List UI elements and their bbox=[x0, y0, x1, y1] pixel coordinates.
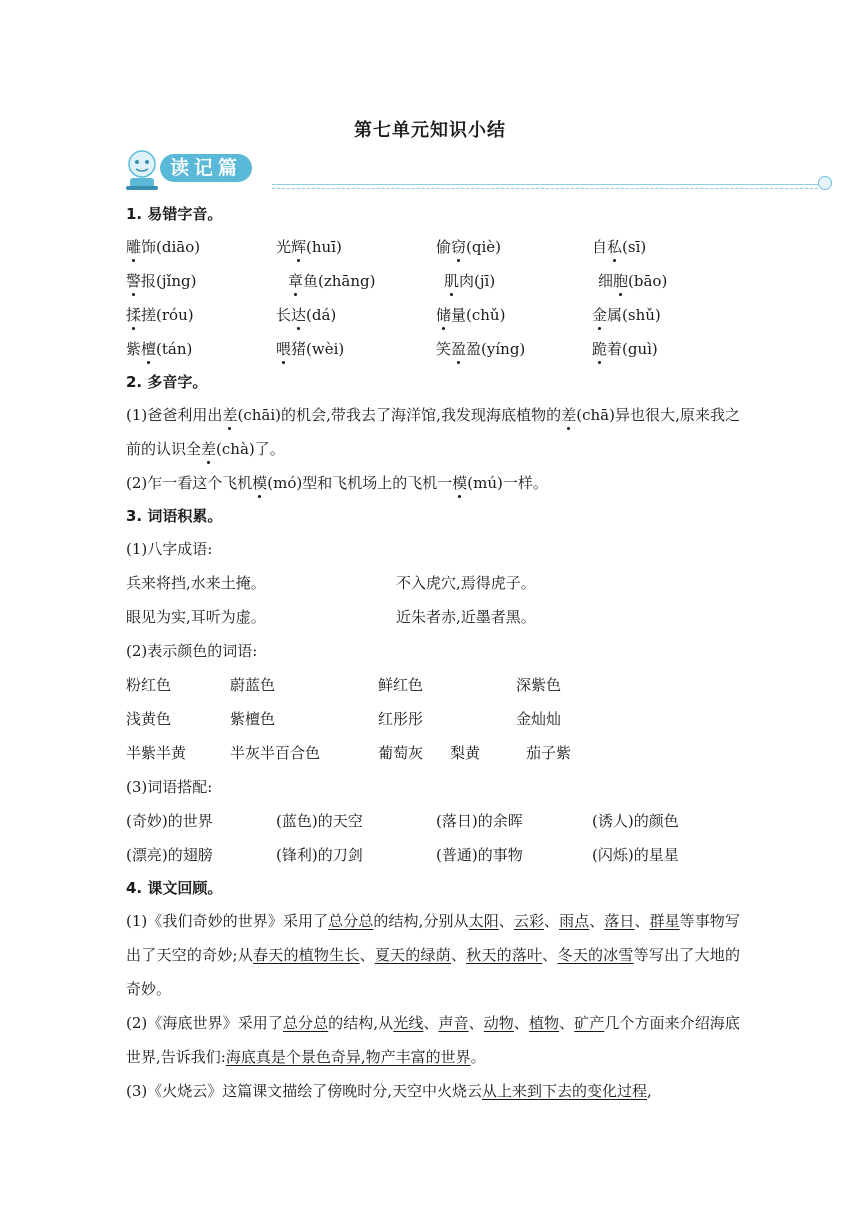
word-part: 饰(diāo) bbox=[141, 238, 201, 256]
underlined-answer: 声音 bbox=[438, 1014, 469, 1032]
dotted-char: 跪 bbox=[592, 332, 607, 366]
pronunciation-item bbox=[126, 298, 276, 332]
review-paragraph bbox=[126, 1006, 740, 1074]
pronunciation-item bbox=[592, 332, 740, 366]
text-segment: 、 bbox=[423, 1014, 439, 1032]
color-word: 紫檀色 bbox=[230, 710, 276, 728]
color-word: 半紫半黄 bbox=[126, 744, 187, 762]
pronunciation-item bbox=[288, 264, 444, 298]
page-title: 第七单元知识小结 bbox=[354, 120, 506, 141]
word-part: 盈(yíng) bbox=[466, 340, 526, 358]
dotted-char: 模 bbox=[252, 466, 267, 500]
text-segment: (chāi)的机会,带我去了海洋馆,我发现海底植物的 bbox=[237, 406, 562, 424]
idiom-row bbox=[126, 600, 740, 634]
underlined-answer: 冬天的冰雪 bbox=[557, 946, 634, 964]
word-match: (普通)的事物 bbox=[436, 846, 523, 864]
underlined-answer: 秋天的落叶 bbox=[466, 946, 543, 964]
subheading: (3)词语搭配: bbox=[126, 778, 213, 796]
word-part: (dá) bbox=[306, 306, 337, 324]
dotted-char: 储 bbox=[436, 298, 451, 332]
color-word: 深紫色 bbox=[516, 676, 562, 694]
pronunciation-list bbox=[126, 230, 740, 366]
word-match: (奇妙)的世界 bbox=[126, 812, 213, 830]
pronunciation-item bbox=[444, 264, 598, 298]
text-segment: 、 bbox=[559, 1014, 575, 1032]
color-word: 梨黄 bbox=[450, 744, 481, 762]
text-segment: 的结构,分别从 bbox=[373, 912, 469, 930]
word-match: (诱人)的颜色 bbox=[592, 812, 679, 830]
section-heading: 2. 多音字。 bbox=[126, 373, 208, 391]
pronunciation-item bbox=[436, 298, 592, 332]
underlined-answer: 光线 bbox=[393, 1014, 424, 1032]
word-match: (漂亮)的翅膀 bbox=[126, 846, 213, 864]
word-part: (qiè) bbox=[466, 238, 502, 256]
text-segment: 、 bbox=[450, 946, 467, 964]
dotted-char: 雕 bbox=[126, 230, 141, 264]
underlined-answer: 从上来到下去的变化过程 bbox=[482, 1082, 648, 1100]
text-segment: (chā)异也很大,原来我之前的认识全 bbox=[126, 406, 741, 458]
underlined-answer: 云彩 bbox=[513, 912, 545, 930]
underlined-answer: 太阳 bbox=[468, 912, 499, 930]
text-segment: 、 bbox=[589, 912, 605, 930]
pronunciation-row bbox=[126, 264, 740, 298]
idiom: 不入虎穴,焉得虎子。 bbox=[396, 574, 536, 592]
color-word: 葡萄灰 bbox=[378, 744, 424, 762]
color-word-row bbox=[126, 668, 740, 702]
banner-label: 读记篇 bbox=[160, 154, 252, 182]
content bbox=[126, 198, 740, 1108]
text-segment: 、 bbox=[359, 946, 375, 964]
review-paragraph bbox=[126, 904, 740, 1006]
dotted-char: 喂 bbox=[276, 332, 291, 366]
word-part: 光 bbox=[276, 238, 292, 256]
color-word: 红彤彤 bbox=[378, 710, 424, 728]
text-segment: 、 bbox=[544, 912, 560, 930]
word-part: 报(jǐng) bbox=[141, 272, 197, 290]
banner-end-dot bbox=[818, 176, 832, 190]
polyphone-paragraph bbox=[126, 466, 740, 500]
text-segment: (2)乍一看这个飞机 bbox=[126, 474, 253, 492]
dotted-char: 盈 bbox=[451, 332, 466, 366]
dotted-char: 檀 bbox=[141, 332, 156, 366]
banner-rule bbox=[272, 184, 818, 185]
idiom-list bbox=[126, 566, 740, 634]
color-word: 半灰半百合色 bbox=[230, 744, 321, 762]
dotted-char: 章 bbox=[288, 264, 303, 298]
color-word: 金灿灿 bbox=[516, 710, 562, 728]
word-part: (huī) bbox=[306, 238, 342, 256]
text-segment: (1)爸爸利用出 bbox=[126, 406, 223, 424]
word-part: 鱼(zhāng) bbox=[303, 272, 376, 290]
underlined-answer: 总分总 bbox=[328, 912, 374, 930]
word-match-row bbox=[126, 804, 740, 838]
section-heading: 4. 课文回顾。 bbox=[126, 879, 223, 897]
underlined-answer: 群星 bbox=[649, 912, 680, 930]
review-paragraph bbox=[126, 1074, 740, 1108]
text-segment: 几个方面来介绍海底世界,告诉我们: bbox=[126, 1014, 740, 1066]
dotted-char: 揉 bbox=[126, 298, 141, 332]
dotted-char: 窃 bbox=[451, 230, 466, 264]
section-heading: 1. 易错字音。 bbox=[126, 205, 223, 223]
pronunciation-row bbox=[126, 298, 740, 332]
dotted-char: 警 bbox=[126, 264, 141, 298]
color-word: 茄子紫 bbox=[526, 744, 572, 762]
word-part: 细 bbox=[598, 272, 614, 290]
word-part: 搓(róu) bbox=[141, 306, 194, 324]
word-match-list bbox=[126, 804, 740, 872]
word-match: (落日)的余晖 bbox=[436, 812, 523, 830]
word-part: 长 bbox=[276, 306, 292, 324]
color-word-list bbox=[126, 668, 740, 770]
pronunciation-item bbox=[276, 298, 436, 332]
color-word: 粉红色 bbox=[126, 676, 172, 694]
text-segment: 的结构,从 bbox=[328, 1014, 394, 1032]
dotted-char: 差 bbox=[222, 398, 237, 432]
dotted-char: 金 bbox=[592, 298, 607, 332]
text-segment: 。 bbox=[470, 1048, 486, 1066]
pronunciation-item bbox=[592, 230, 740, 264]
pronunciation-item bbox=[598, 264, 740, 298]
word-part: (tán) bbox=[156, 340, 193, 358]
word-match-row bbox=[126, 838, 740, 872]
idiom: 兵来将挡,水来土掩。 bbox=[126, 574, 266, 592]
pronunciation-row bbox=[126, 230, 740, 264]
text-segment: 、 bbox=[513, 1014, 529, 1032]
word-part: 猪(wèi) bbox=[291, 340, 345, 358]
underlined-answer: 植物 bbox=[528, 1014, 560, 1032]
dotted-char: 达 bbox=[291, 298, 306, 332]
idiom: 近朱者赤,近墨者黑。 bbox=[396, 608, 536, 626]
word-part: 偷 bbox=[436, 238, 452, 256]
pronunciation-item bbox=[126, 332, 276, 366]
word-part: 着(guì) bbox=[607, 340, 658, 358]
word-part: 笑 bbox=[436, 340, 452, 358]
dotted-char: 辉 bbox=[291, 230, 306, 264]
underlined-answer: 夏天的绿荫 bbox=[374, 946, 451, 964]
text-segment: (chà)了。 bbox=[216, 440, 285, 458]
color-word-row bbox=[126, 736, 740, 770]
word-part: 量(chǔ) bbox=[451, 306, 506, 324]
text-segment: (1)《我们奇妙的世界》采用了 bbox=[126, 912, 329, 930]
underlined-answer: 总分总 bbox=[282, 1014, 329, 1032]
color-word: 鲜红色 bbox=[378, 676, 424, 694]
word-part: (sī) bbox=[622, 238, 647, 256]
text-segment: , bbox=[647, 1082, 652, 1100]
dotted-char: 差 bbox=[201, 432, 216, 466]
word-match: (闪烁)的星星 bbox=[592, 846, 679, 864]
pronunciation-item bbox=[126, 264, 288, 298]
pronunciation-item bbox=[126, 230, 276, 264]
word-part: 属(shǔ) bbox=[607, 306, 661, 324]
dotted-char: 肌 bbox=[444, 264, 459, 298]
mascot-icon bbox=[122, 148, 162, 192]
word-part: 紫 bbox=[126, 340, 142, 358]
underlined-answer: 矿产 bbox=[574, 1014, 605, 1032]
word-part: 自 bbox=[592, 238, 608, 256]
pronunciation-item bbox=[592, 298, 740, 332]
banner-rule-dashed bbox=[272, 188, 818, 189]
underlined-answer: 海底真是个景色奇异,物产丰富的世界 bbox=[225, 1048, 471, 1066]
text-segment: (mó)型和飞机场上的飞机一 bbox=[267, 474, 453, 492]
underlined-answer: 落日 bbox=[604, 912, 635, 930]
idiom: 眼见为实,耳听为虚。 bbox=[126, 608, 266, 626]
pronunciation-item bbox=[276, 230, 436, 264]
dotted-char: 模 bbox=[452, 466, 467, 500]
text-segment: 等写出了大地的奇妙。 bbox=[126, 946, 740, 998]
subheading: (1)八字成语: bbox=[126, 540, 213, 558]
text-segment: 、 bbox=[542, 946, 558, 964]
pronunciation-row bbox=[126, 332, 740, 366]
text-segment: (3)《火烧云》这篇课文描绘了傍晚时分,天空中火烧云 bbox=[126, 1082, 483, 1100]
text-segment: 等事物写出了天空的奇妙;从 bbox=[126, 912, 740, 964]
subheading: (2)表示颜色的词语: bbox=[126, 642, 258, 660]
text-segment: 、 bbox=[634, 912, 650, 930]
polyphone-paragraph bbox=[126, 398, 740, 466]
dotted-char: 差 bbox=[561, 398, 576, 432]
word-match: (蓝色)的天空 bbox=[276, 812, 363, 830]
underlined-answer: 动物 bbox=[483, 1014, 514, 1032]
dotted-char: 私 bbox=[607, 230, 622, 264]
section-heading: 3. 词语积累。 bbox=[126, 507, 223, 525]
section-banner bbox=[122, 148, 832, 194]
color-word-row bbox=[126, 702, 740, 736]
text-segment: (mú)一样。 bbox=[467, 474, 548, 492]
text-segment: 、 bbox=[498, 912, 514, 930]
word-match: (锋利)的刀剑 bbox=[276, 846, 363, 864]
text-segment: 、 bbox=[468, 1014, 484, 1032]
pronunciation-item bbox=[436, 230, 592, 264]
text-segment: (2)《海底世界》采用了 bbox=[126, 1014, 283, 1032]
underlined-answer: 雨点 bbox=[559, 912, 590, 930]
pronunciation-item bbox=[276, 332, 436, 366]
dotted-char: 胞 bbox=[613, 264, 628, 298]
word-part: 肉(jī) bbox=[459, 272, 496, 290]
pronunciation-item bbox=[436, 332, 592, 366]
color-word: 蔚蓝色 bbox=[230, 676, 276, 694]
idiom-row bbox=[126, 566, 740, 600]
word-part: (bāo) bbox=[628, 272, 668, 290]
underlined-answer: 春天的植物生长 bbox=[253, 946, 360, 964]
color-word: 浅黄色 bbox=[126, 710, 172, 728]
